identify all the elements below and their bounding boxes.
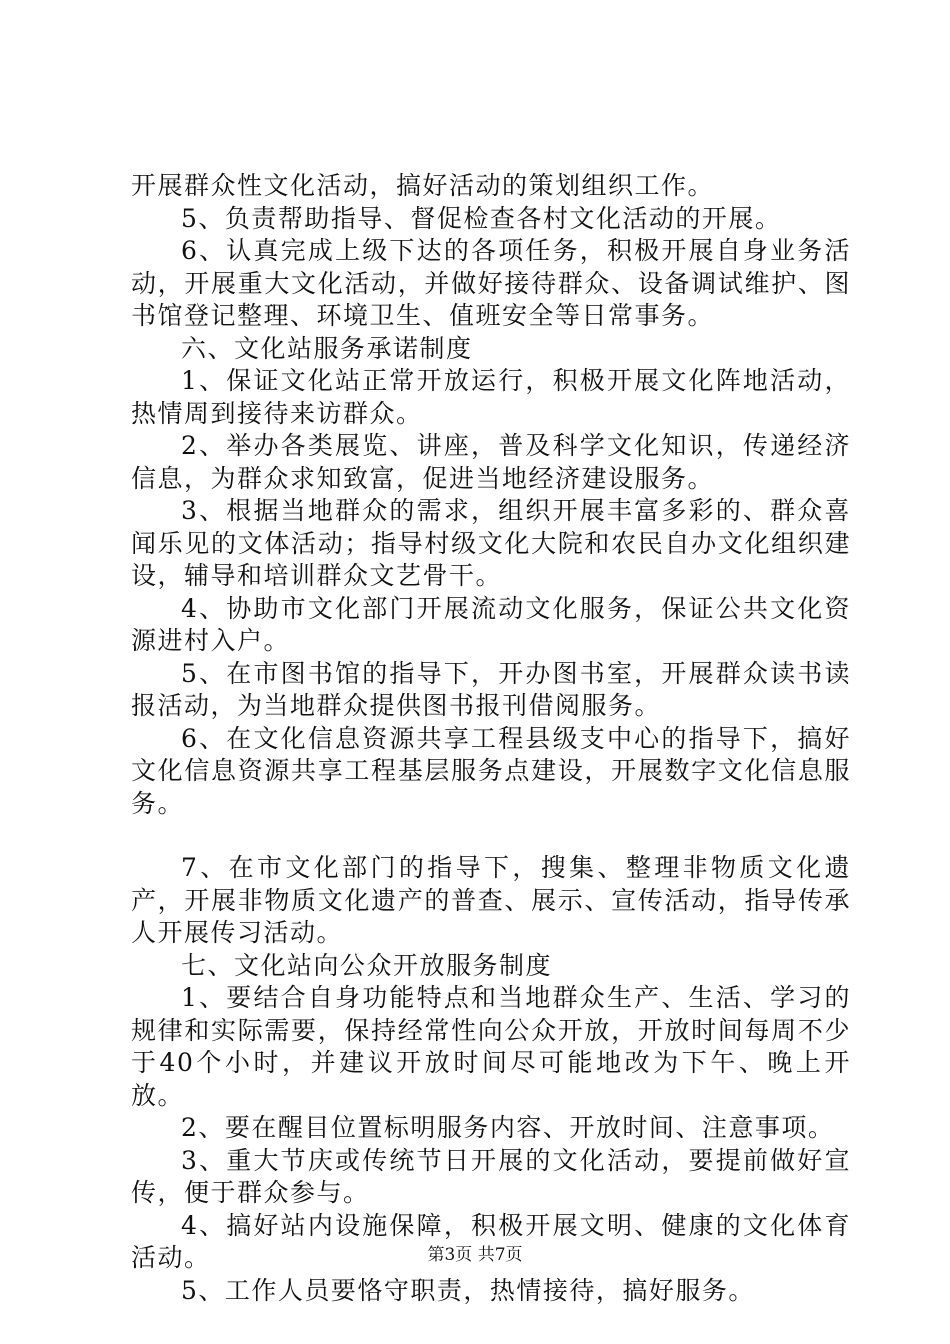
paragraph-commitment-6: 6、在文化信息资源共享工程县级支中心的指导下，搞好文化信息资源共享工程基层服务点建设，开展数字文化信息服务。 [131,723,851,818]
paragraph-commitment-1: 1、保证文化站正常开放运行，积极开展文化阵地活动，热情周到接待来访群众。 [131,366,851,428]
page-number-footer: 第3页 共7页 [427,1245,523,1265]
paragraph-opening-4: 4、搞好站内设施保障，积极开展文明、健康的文化体育活动。 [131,1210,851,1272]
section-heading-six: 六、文化站服务承诺制度 [181,333,473,363]
paragraph-item-6: 6、认真完成上级下达的各项任务，积极开展自身业务活动，开展重大文化活动，并做好接待群众、设备调试维护、图书馆登记整理、环境卫生、值班安全等日常事务。 [131,236,851,330]
paragraph-opening-1: 1、要结合自身功能特点和当地群众生产、生活、学习的规律和实际需要，保持经常性向公众开放，开放时间每周不少于40个小时，并建议开放时间尽可能地改为下午、晚上开放。 [131,983,851,1110]
paragraph-commitment-2: 2、举办各类展览、讲座，普及科学文化知识，传递经济信息，为群众求知致富，促进当地经济建设服务。 [131,431,851,493]
paragraph-commitment-7: 7、在市文化部门的指导下，搜集、整理非物质文化遗产，开展非物质文化遗产的普查、展示、宣传活动，指导传承人开展传习活动。 [131,853,851,947]
section-heading-seven: 七、文化站向公众开放服务制度 [181,950,553,980]
paragraph-item-5: 5、负责帮助指导、督促检查各村文化活动的开展。 [181,203,782,233]
paragraph-commitment-4: 4、协助市文化部门开展流动文化服务，保证公共文化资源进村入户。 [131,593,851,655]
paragraph-continuation: 开展群众性文化活动，搞好活动的策划组织工作。 [131,171,715,200]
paragraph-commitment-3: 3、根据当地群众的需求，组织开展丰富多彩的、群众喜闻乐见的文体活动；指导村级文化大院和农民自办文化组织建设，辅导和培训群众文艺骨干。 [131,496,851,590]
paragraph-opening-2: 2、要在醒目位置标明服务内容、开放时间、注意事项。 [181,1113,835,1142]
paragraph-commitment-5: 5、在市图书馆的指导下，开办图书室，开展群众读书读报活动，为当地群众提供图书报刊借阅服务。 [131,658,851,720]
paragraph-opening-3: 3、重大节庆或传统节日开展的文化活动，要提前做好宣传，便于群众参与。 [131,1145,851,1207]
paragraph-opening-5: 5、工作人员要恪守职责，热情接待，搞好服务。 [181,1275,755,1305]
document-body [131,170,851,1307]
